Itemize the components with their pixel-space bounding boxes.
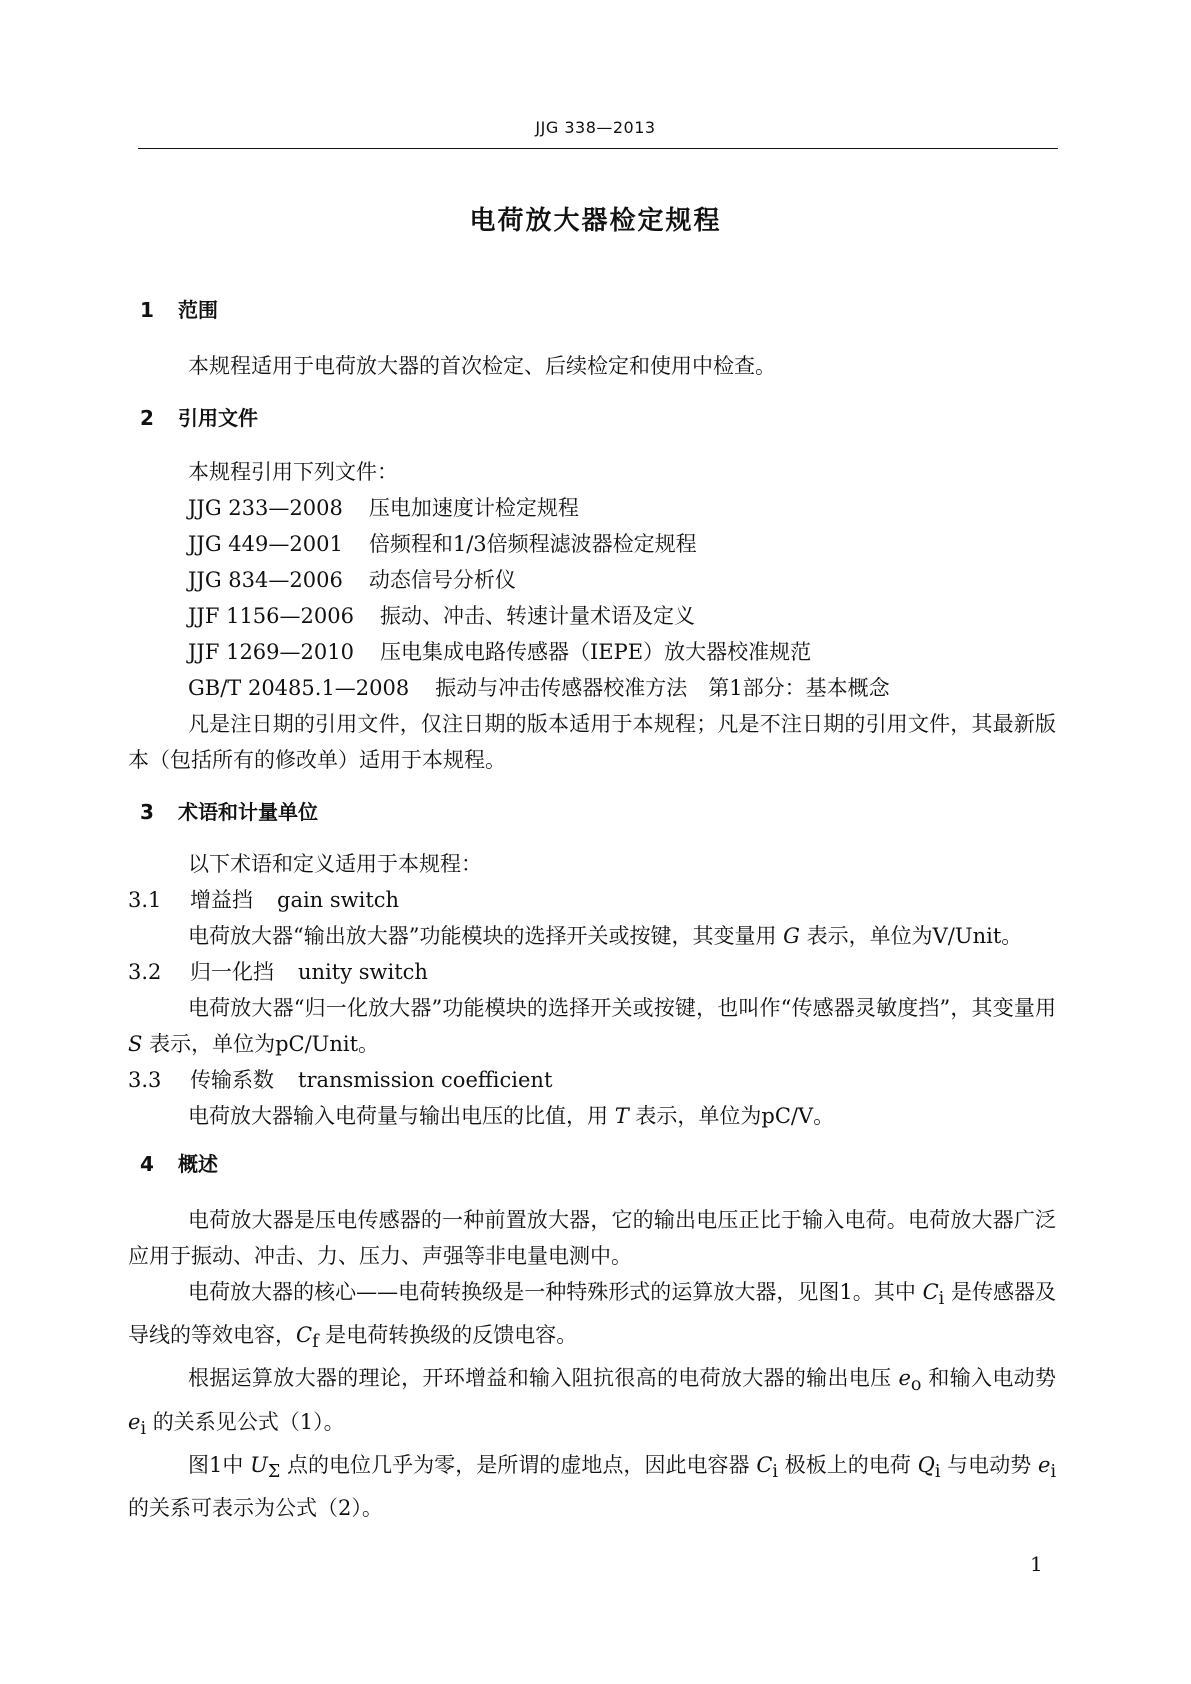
term-heading [128, 1062, 1056, 1098]
reference-title: 倍频程和1/3倍频程滤波器检定规程 [368, 532, 697, 556]
section-title: 概述 [178, 1152, 218, 1176]
reference-code: JJG 233—2008 [188, 496, 343, 520]
subscript-i: i [938, 1289, 945, 1310]
section-number: 1 [140, 298, 154, 322]
subscript-i: i [140, 1418, 147, 1439]
paragraph-text: 电荷放大器的核心——电荷转换级是一种特殊形式的运算放大器，见图1。其中 [188, 1280, 916, 1304]
symbol-C: C [296, 1323, 313, 1348]
symbol-e: e [128, 1409, 141, 1434]
references-note: 凡是注日期的引用文件，仅注日期的版本适用于本规程；凡是不注日期的引用文件，其最新版本（包括所有的修改单）适用于本规程。 [128, 712, 1056, 772]
definition-text: 电荷放大器输入电荷量与输出电压的比值，用 [188, 1104, 608, 1128]
overview-paragraph [128, 1447, 1056, 1526]
subscript-i: i [772, 1461, 778, 1482]
section-title: 术语和计量单位 [178, 800, 318, 824]
reference-item [128, 634, 1056, 670]
document-title: 电荷放大器检定规程 [469, 206, 722, 236]
reference-code: GB/T 20485.1—2008 [188, 676, 410, 700]
definition-text: 表示，单位为pC/V。 [635, 1104, 835, 1128]
header-rule [138, 148, 1058, 149]
section-heading-4 [128, 1146, 1056, 1182]
reference-item [128, 670, 1056, 706]
variable-symbol: G [783, 924, 800, 948]
symbol-U: U [250, 1452, 268, 1477]
reference-title: 压电加速度计检定规程 [368, 496, 579, 520]
definition-text: 电荷放大器“归一化放大器”功能模块的选择开关或按键，也叫作“传感器灵敏度挡”，其变量用 [188, 996, 1056, 1020]
term-heading [128, 954, 1056, 990]
term-definition [128, 918, 1056, 954]
reference-item [128, 562, 1056, 598]
subscript-i: i [1050, 1461, 1057, 1482]
page-number: 1 [1030, 1552, 1043, 1576]
reference-code: JJF 1156—2006 [188, 604, 354, 628]
term-number: 3.1 [128, 888, 162, 912]
subscript-i: i [934, 1461, 941, 1482]
overview-paragraph [128, 1274, 1056, 1360]
term-english: gain switch [277, 888, 400, 912]
paragraph-text: 根据运算放大器的理论，开环增益和输入阻抗很高的电荷放大器的输出电压 [188, 1366, 892, 1391]
symbol-C: C [922, 1280, 939, 1304]
term-english: transmission coefficient [298, 1068, 553, 1092]
running-header: JJG 338—2013 [535, 118, 656, 137]
section-heading-3 [128, 794, 1056, 830]
overview-paragraph [128, 1360, 1056, 1446]
reference-title: 压电集成电路传感器（IEPE）放大器校准规范 [379, 640, 812, 664]
subscript-f: f [312, 1332, 319, 1353]
paragraph-text: 图1中 [188, 1452, 244, 1477]
term-number: 3.2 [128, 960, 162, 984]
document-body [128, 292, 1056, 1526]
subscript-o: o [910, 1375, 922, 1396]
term-chinese: 归一化挡 [190, 960, 274, 984]
term-chinese: 传输系数 [190, 1068, 274, 1092]
paragraph-text: 的关系见公式（1）。 [152, 1409, 345, 1434]
section-number: 4 [140, 1152, 154, 1176]
section-heading-1 [128, 292, 1056, 328]
reference-item [128, 490, 1056, 526]
reference-title: 振动、冲击、转速计量术语及定义 [379, 604, 695, 628]
reference-code: JJF 1269—2010 [188, 640, 354, 664]
section-heading-2 [128, 400, 1056, 436]
paragraph-text: 的关系可表示为公式（2）。 [128, 1495, 383, 1520]
symbol-C: C [756, 1452, 773, 1477]
references-intro: 本规程引用下列文件： [188, 460, 398, 484]
definition-text: 电荷放大器“输出放大器”功能模块的选择开关或按键，其变量用 [188, 924, 777, 948]
term-definition [128, 990, 1056, 1062]
paragraph-text: 是电荷转换级的反馈电容。 [325, 1323, 578, 1348]
reference-code: JJG 449—2001 [188, 532, 343, 556]
overview-paragraph: 电荷放大器是压电传感器的一种前置放大器，它的输出电压正比于输入电荷。电荷放大器广泛应用于振动、冲击、力、压力、声强等非电量电测中。 [128, 1208, 1056, 1268]
paragraph-text: 与电动势 [947, 1452, 1032, 1477]
paragraph-text: 是传感器及导线的等效电容， [128, 1280, 1057, 1348]
term-english: unity switch [298, 960, 428, 984]
paragraph-text: 和输入电动势 [928, 1366, 1057, 1391]
reference-item [128, 598, 1056, 634]
reference-title: 振动与冲击传感器校准方法 第1部分：基本概念 [435, 676, 890, 700]
subscript-sigma: Σ [267, 1461, 281, 1482]
term-number: 3.3 [128, 1068, 162, 1092]
definition-text: 表示，单位为pC/Unit。 [149, 1032, 380, 1056]
reference-item [128, 526, 1056, 562]
scope-paragraph: 本规程适用于电荷放大器的首次检定、后续检定和使用中检查。 [188, 354, 776, 378]
reference-code: JJG 834—2006 [188, 568, 343, 592]
symbol-e: e [1038, 1452, 1051, 1477]
section-title: 引用文件 [178, 406, 258, 430]
reference-title: 动态信号分析仪 [368, 568, 516, 592]
section-title: 范围 [178, 298, 218, 322]
term-chinese: 增益挡 [190, 888, 253, 912]
symbol-e: e [898, 1366, 911, 1391]
definition-text: 表示，单位为V/Unit。 [806, 924, 1023, 948]
section-number: 2 [140, 406, 154, 430]
paragraph-text: 点的电位几乎为零，是所谓的虚地点，因此电容器 [286, 1452, 750, 1477]
term-heading [128, 882, 1056, 918]
paragraph-text: 极板上的电荷 [784, 1452, 911, 1477]
variable-symbol: S [128, 1032, 143, 1056]
term-definition [128, 1098, 1056, 1134]
variable-symbol: T [614, 1104, 629, 1128]
section-number: 3 [140, 800, 154, 824]
symbol-Q: Q [917, 1452, 935, 1477]
terms-intro: 以下术语和定义适用于本规程： [188, 852, 482, 876]
